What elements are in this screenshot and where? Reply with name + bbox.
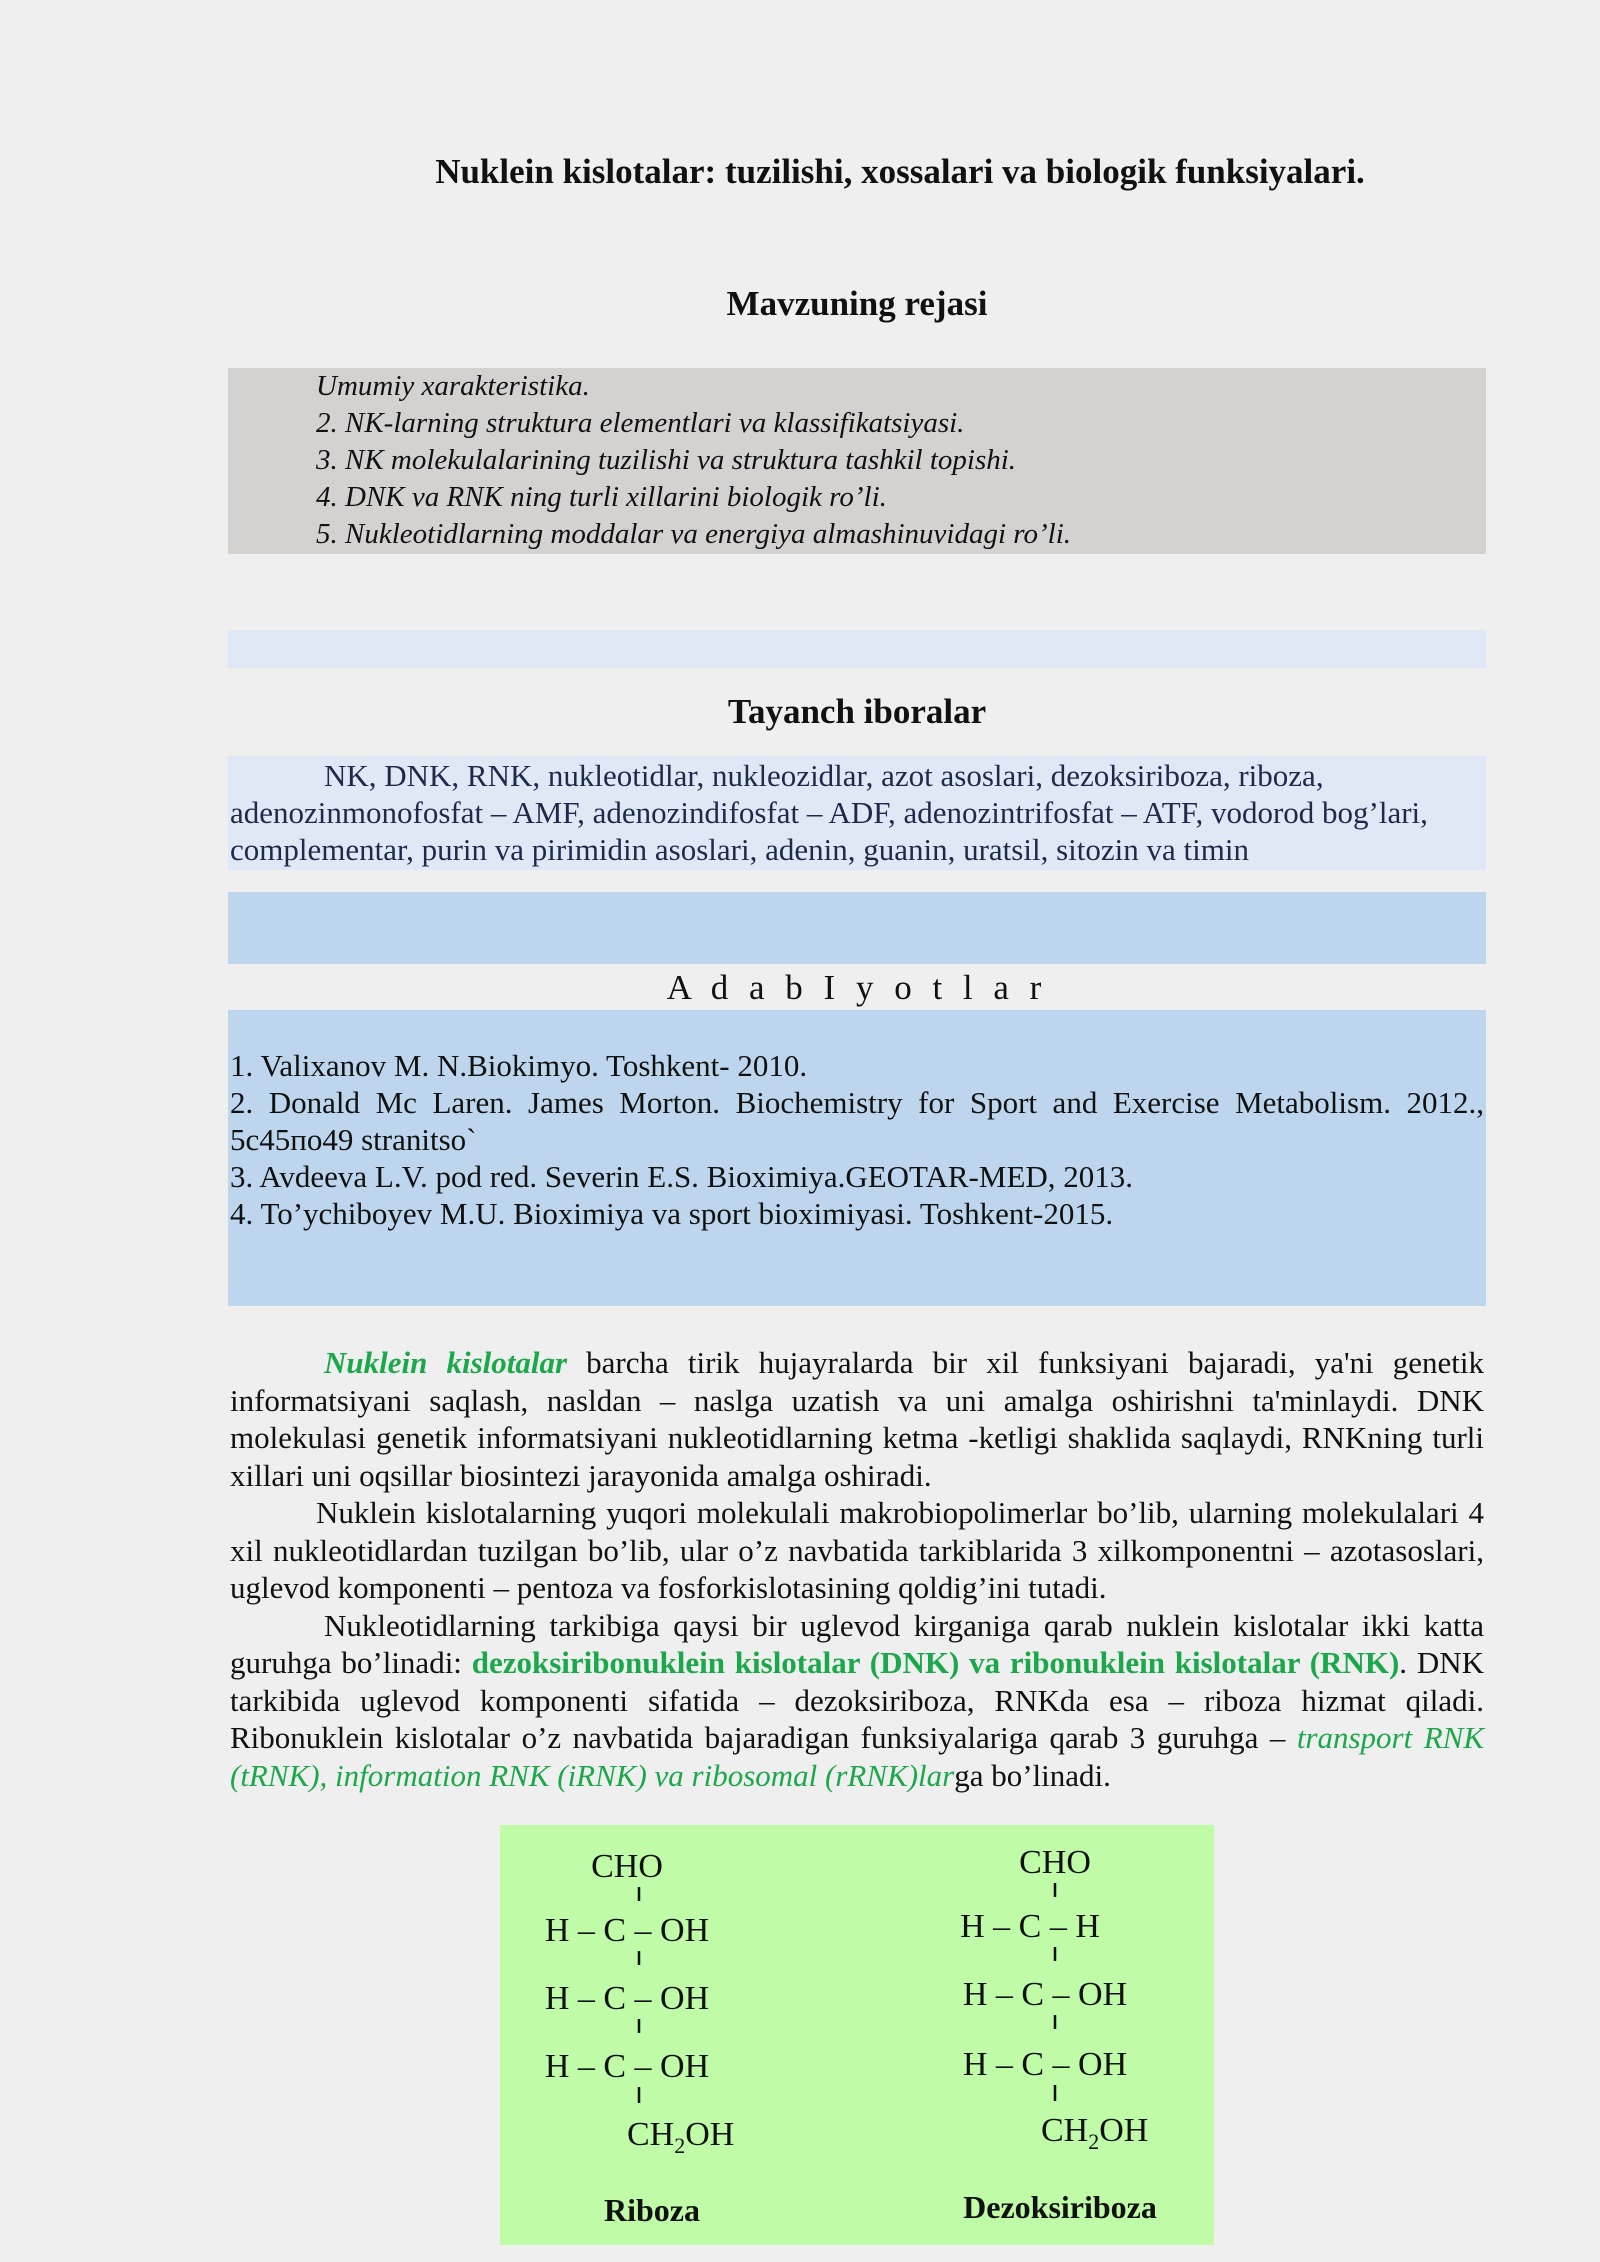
spacer-band	[228, 892, 1486, 964]
ribose-structure	[545, 1848, 735, 2228]
document-title: Nuklein kislotalar: tuzilishi, xossalari va biologik funksiyalari.	[435, 152, 1365, 191]
plan-item: 3. NK molekulalarining tuzilishi va struktura tashkil topishi.	[316, 444, 1017, 476]
paragraph	[230, 1607, 1484, 1795]
ribose-row: H – C – OH	[544, 2048, 710, 2085]
deoxyribose-top: CHO	[1019, 1844, 1091, 1881]
paragraph-text: . DNK tarkibida uglevod komponenti sifatida – dezoksiriboza, RNKda esa – riboza hizmat qiladi. Ribonuklein kislotalar o’z navbatida bajaradigan funksiyalariga qarab 3 guruhga –	[230, 1645, 1484, 1755]
paragraph-text: ga bo’linadi.	[954, 1757, 1111, 1793]
sugar-structures-figure	[500, 1825, 1214, 2245]
paragraph	[230, 1494, 1484, 1607]
plan-item: 2. NK-larning struktura elementlari va klassifikatsiyasi.	[316, 407, 965, 439]
term-highlight: transport RNK (tRNK), information RNK (iRNK) va ribosomal (rRNK)lar	[230, 1720, 1484, 1793]
literature-item: 2. Donald Mc Laren. James Morton. Biochemistry for Sport and Exercise Metabolism. 2012., 5c45по49 stranitso`	[230, 1085, 1484, 1157]
literature-item: 1. Valixanov M. N.Biokimyo. Toshkent- 2010.	[230, 1048, 808, 1083]
spacer-band	[228, 630, 1486, 668]
ribose-label: Riboza	[604, 2192, 700, 2228]
ribose-top: CHO	[591, 1848, 663, 1885]
plan-list	[316, 368, 1476, 553]
plan-item: 5. Nukleotidlarning moddalar va energiya almashinuvidagi ro’li.	[316, 518, 1072, 550]
deoxyribose-structure	[960, 1844, 1157, 2225]
paragraph	[230, 1344, 1484, 1494]
plan-item: 4. DNK va RNK ning turli xillarini biologik ro’li.	[316, 481, 887, 513]
body-text	[230, 1344, 1484, 1794]
literature-heading: A d a b I y o t l a r	[666, 968, 1048, 1007]
paragraph-text: barcha tirik hujayralarda bir xil funksiyani bajaradi, ya'ni genetik informatsiyani saqlash, nasldan – naslga uzatish va uni amalga oshirishni ta'minlaydi. DNK molekulasi genetik informatsiyani nukleotidlarning ketma -ketligi shaklida saqlaydi, RNKning turli xillari uni oqsillar biosintezi jarayonida amalga oshiradi.	[230, 1345, 1485, 1493]
literature-item: 4. To’ychiboyev M.U. Bioximiya va sport bioximiyasi. Toshkent-2015.	[230, 1196, 1114, 1231]
keywords-heading: Tayanch iboralar	[727, 692, 987, 731]
plan-heading: Mavzuning rejasi	[726, 284, 988, 323]
ribose-row: H – C – OH	[544, 1980, 710, 2017]
keywords-text	[230, 757, 1484, 868]
literature-list	[230, 1047, 1484, 1232]
ribose-bottom: $CH_2OH$	[627, 2116, 735, 2158]
deoxyribose-bottom: $CH_2OH$	[1041, 2112, 1149, 2154]
deoxyribose-row: H – C – H	[960, 1908, 1100, 1945]
deoxyribose-row: H – C – OH	[962, 1976, 1128, 2013]
structure-diagram	[500, 1825, 1214, 2245]
deoxyribose-row: H – C – OH	[962, 2046, 1128, 2083]
paragraph-text: Nuklein kislotalarning yuqori molekulali makrobiopolimerlar bo’lib, ularning molekulalari 4 xil nukleotidlardan tuzilgan bo’lib, ular o’z navbatida tarkiblarida 3 xilkomponentni – azotasoslari, uglevod komponenti – pentoza va fosforkislotasining qoldig’ini tutadi.	[230, 1495, 1484, 1605]
paragraph-text: Nukleotidlarning tarkibiga qaysi bir uglevod kirganiga qarab nuklein kislotalar ikki katta guruhga bo’linadi:	[230, 1607, 1484, 1680]
keywords-content: NK, DNK, RNK, nukleotidlar, nukleozidlar, azot asoslari, dezoksiriboza, riboza, adenozinmonofosfat – AMF, adenozindifosfat – ADF, adenozintrifosfat – ATF, vodorod bog’lari, complementar, purin va pirimidin asoslari, adenin, guanin, uratsil, sitozin va timin	[230, 758, 1428, 867]
term-highlight: dezoksiribonuklein kislotalar (DNK) va ribonuklein kislotalar (RNK)	[471, 1645, 1400, 1680]
deoxyribose-label: Dezoksiriboza	[963, 2189, 1157, 2225]
term-highlight: Nuklein kislotalar	[324, 1345, 568, 1380]
ribose-row: H – C – OH	[544, 1912, 710, 1949]
literature-item: 3. Avdeeva L.V. pod red. Severin E.S. Bioximiya.GEOTAR-MED, 2013.	[230, 1159, 1134, 1194]
plan-item: Umumiy xarakteristika.	[316, 370, 590, 402]
